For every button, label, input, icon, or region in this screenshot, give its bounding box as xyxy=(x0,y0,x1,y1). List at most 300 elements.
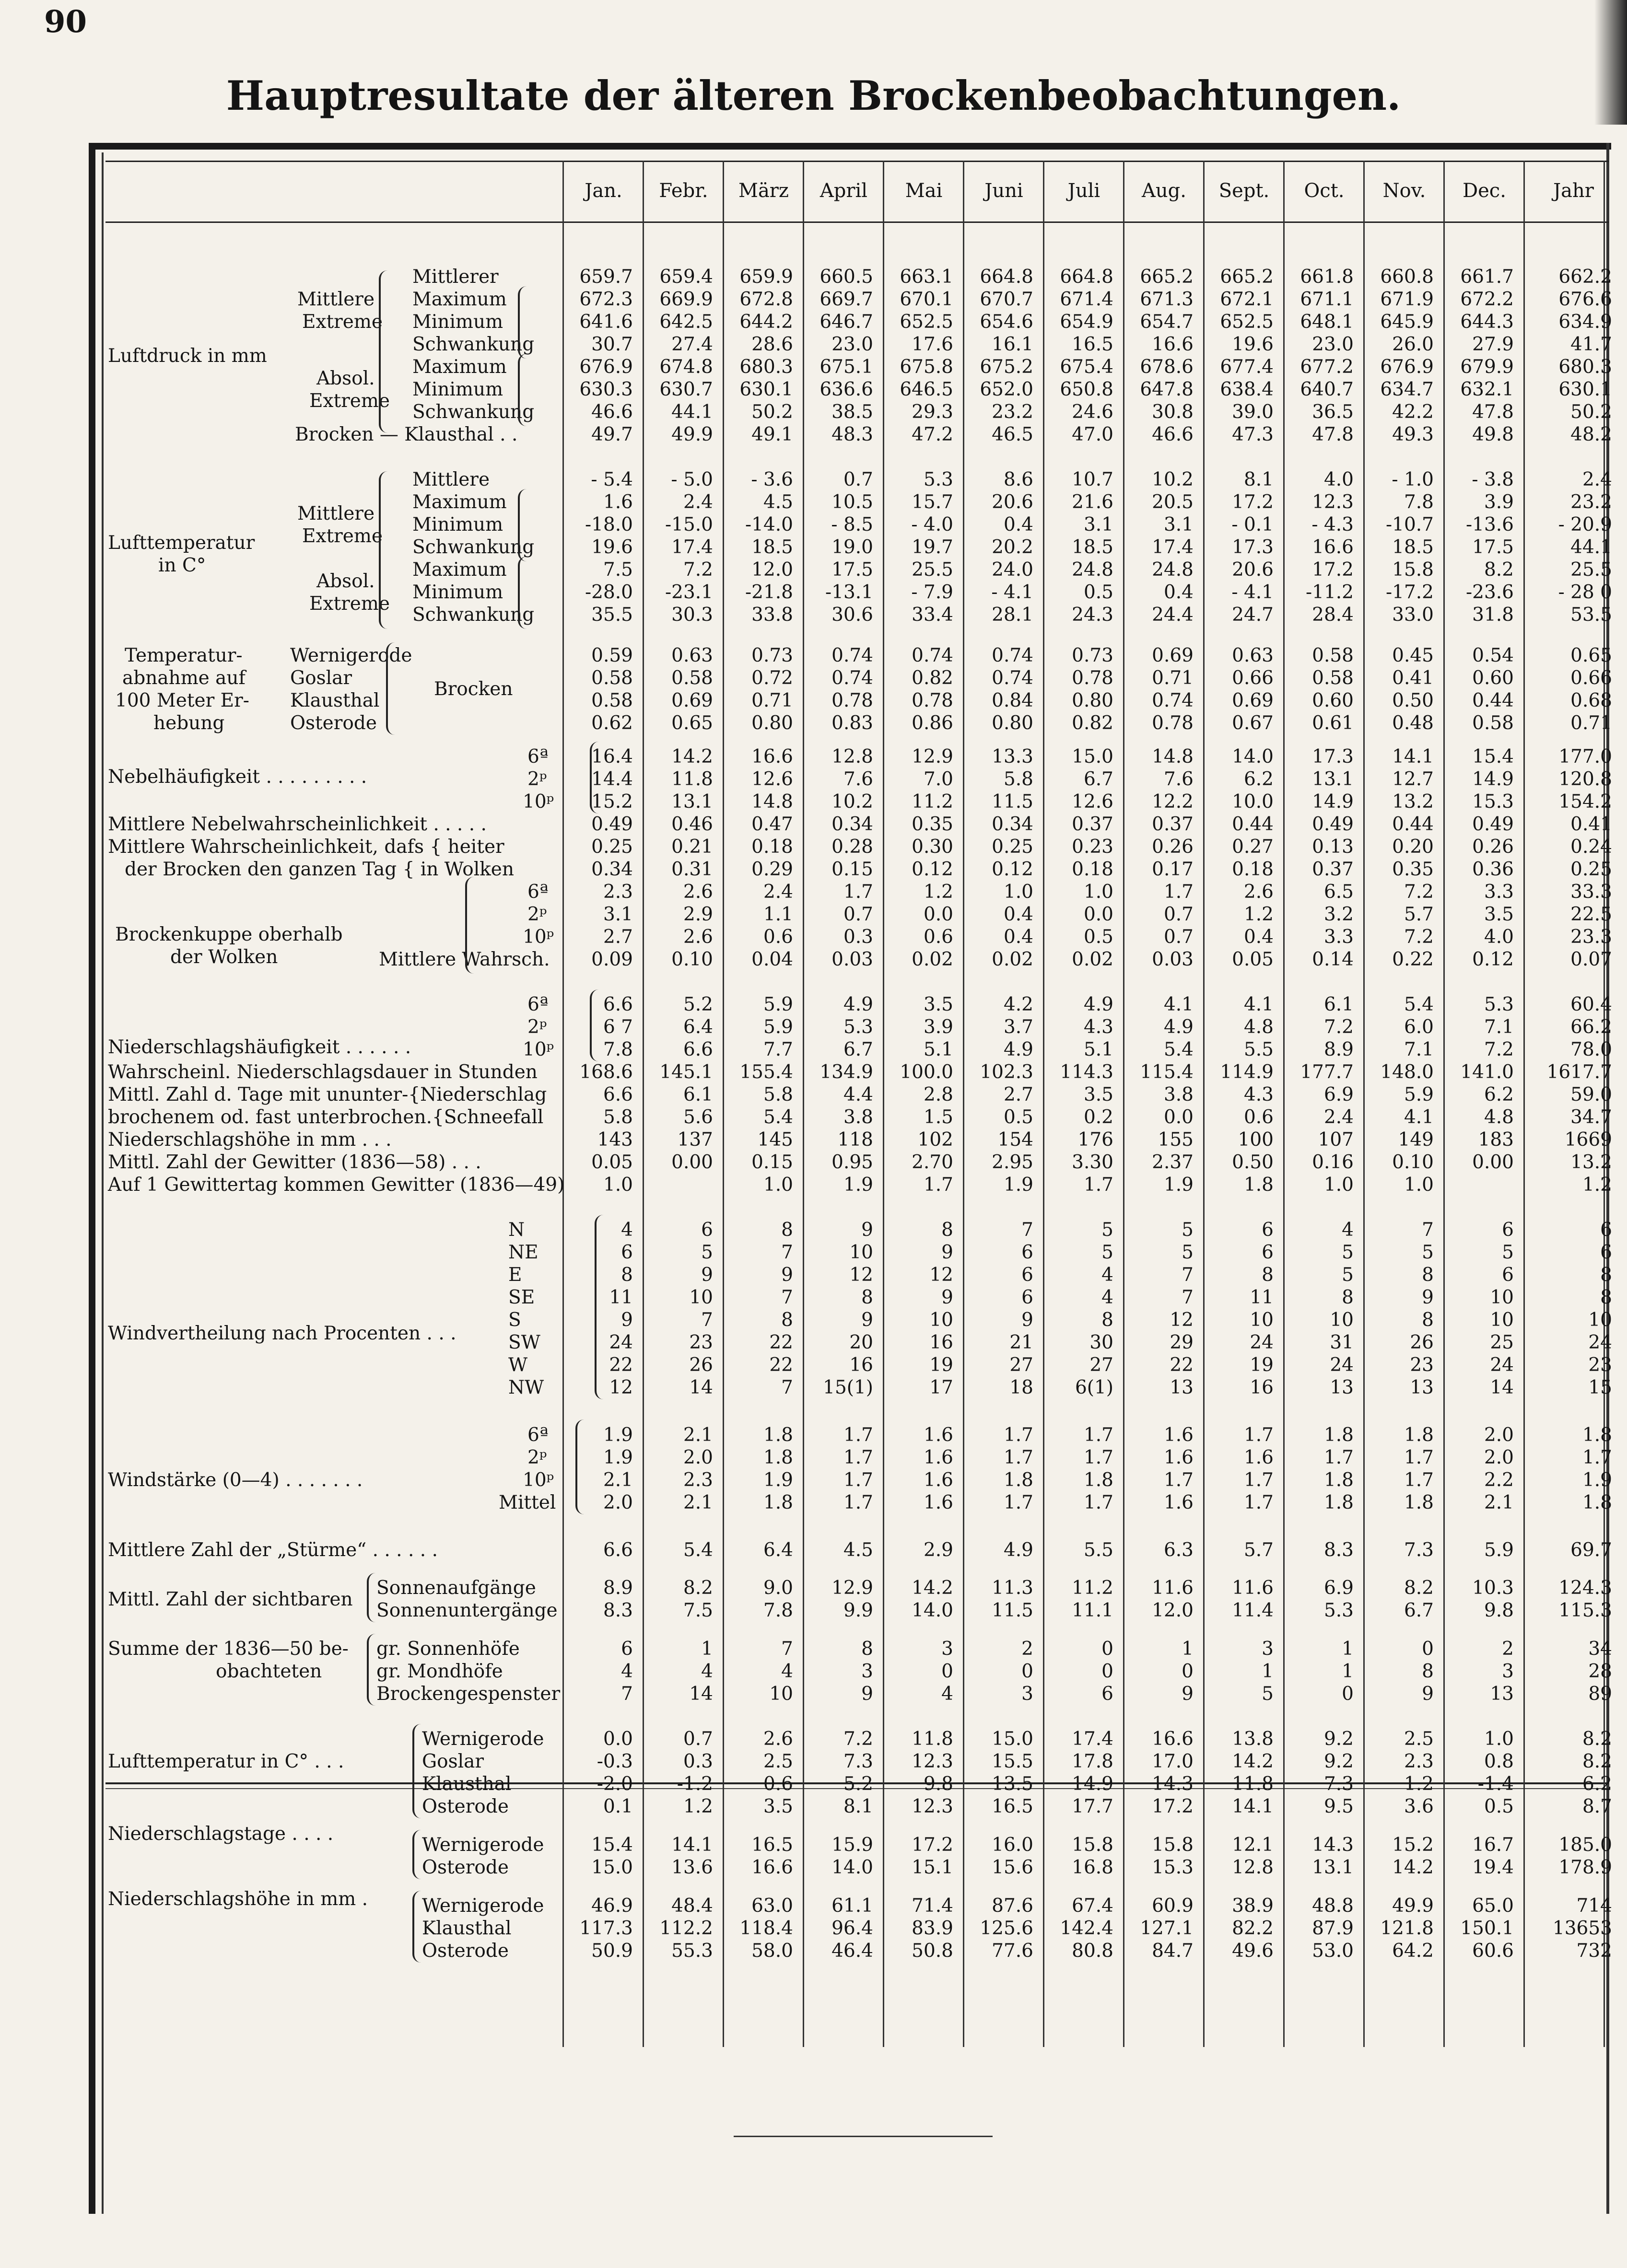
table-cell: 634.7 xyxy=(1380,379,1434,400)
table-cell: 1617.7 xyxy=(1546,1061,1612,1083)
table-cell: 0.69 xyxy=(671,689,713,711)
table-cell: 6.2 xyxy=(1582,1773,1612,1795)
table-cell: 6.4 xyxy=(683,1016,713,1038)
table-cell: 2.4 xyxy=(1582,469,1612,490)
table-row xyxy=(105,814,1612,836)
table-cell: 11.2 xyxy=(912,791,953,813)
table-row xyxy=(105,559,1612,582)
row-label: Minimum xyxy=(412,582,503,603)
row-label: Osterode xyxy=(422,1796,509,1818)
table-cell: 5.4 xyxy=(1163,1039,1194,1061)
table-cell: 12.0 xyxy=(1152,1600,1194,1622)
table-cell: 14.2 xyxy=(1232,1751,1274,1773)
table-cell: 16.6 xyxy=(1312,536,1354,558)
table-row xyxy=(105,1106,1612,1129)
table-cell: 0.73 xyxy=(751,644,793,666)
table-cell: 9 xyxy=(781,1264,793,1286)
table-cell: 676.9 xyxy=(579,356,633,378)
table-cell: 87.6 xyxy=(992,1895,1033,1917)
brace-decoration xyxy=(412,1724,421,1818)
table-row xyxy=(105,1242,1612,1264)
table-frame-top xyxy=(89,143,1611,150)
table-cell: 15.4 xyxy=(1472,746,1514,768)
table-cell: 24 xyxy=(1250,1332,1274,1354)
table-cell: 7.8 xyxy=(1404,491,1434,513)
table-cell: 20.6 xyxy=(992,491,1033,513)
month-header: Jahr xyxy=(1553,180,1594,202)
table-cell: 11.6 xyxy=(1152,1577,1194,1599)
table-cell: 638.4 xyxy=(1220,379,1274,400)
table-cell: 0.0 xyxy=(923,904,953,926)
row-label: Mittl. Zahl der Gewitter (1836—58) . . . xyxy=(108,1151,481,1174)
table-cell: 0.86 xyxy=(912,712,953,734)
table-cell: 0.20 xyxy=(1392,836,1434,858)
table-cell: 23 xyxy=(1410,1354,1434,1376)
table-cell: 10.2 xyxy=(1152,469,1194,490)
table-cell: 11 xyxy=(1250,1287,1274,1309)
row-label: Mittl. Zahl d. Tage mit ununter-{Niederschlag xyxy=(108,1084,547,1106)
table-cell: 645.9 xyxy=(1380,311,1434,333)
table-cell: 89 xyxy=(1588,1683,1612,1705)
table-cell: 8.7 xyxy=(1582,1796,1612,1818)
row-label: W xyxy=(508,1354,528,1376)
table-cell: 680.3 xyxy=(739,356,793,378)
table-row xyxy=(105,859,1612,881)
table-cell: 0.71 xyxy=(1152,667,1194,689)
table-cell: 11.5 xyxy=(992,1600,1033,1622)
table-cell: 5.8 xyxy=(603,1106,633,1128)
table-cell: 6.5 xyxy=(1323,881,1354,903)
table-cell: 1.2 xyxy=(683,1796,713,1818)
table-cell: 10 xyxy=(1588,1309,1612,1331)
table-cell: 10 xyxy=(1490,1309,1514,1331)
table-cell: 67.4 xyxy=(1072,1895,1113,1917)
row-label: Mittlerer xyxy=(412,266,499,288)
table-row xyxy=(105,1638,1612,1661)
table-cell: 22 xyxy=(769,1332,793,1354)
table-row xyxy=(105,1751,1612,1773)
table-cell: 0.05 xyxy=(591,1151,633,1174)
table-cell: 11.6 xyxy=(1232,1577,1274,1599)
table-cell: 16.5 xyxy=(992,1796,1033,1818)
table-cell: 0.21 xyxy=(671,836,713,858)
table-cell: - 7.9 xyxy=(911,582,953,603)
table-cell: 5.4 xyxy=(1404,994,1434,1016)
table-cell: - 4.1 xyxy=(991,582,1033,603)
table-cell: 16.8 xyxy=(1072,1857,1113,1879)
table-cell: 82.2 xyxy=(1232,1918,1274,1940)
table-cell: -23.6 xyxy=(1465,582,1514,603)
table-cell: 2.5 xyxy=(763,1751,793,1773)
table-cell: 100.0 xyxy=(900,1061,953,1083)
table-cell: 11.1 xyxy=(1072,1600,1113,1622)
table-cell: 31.8 xyxy=(1472,604,1514,626)
table-cell: 24 xyxy=(1330,1354,1354,1376)
row-label: 2ᵖ xyxy=(527,904,547,926)
table-cell: 634.9 xyxy=(1558,311,1612,333)
table-cell: 1.9 xyxy=(603,1446,633,1468)
table-row xyxy=(105,1287,1612,1309)
table-cell: 5 xyxy=(1182,1242,1194,1264)
table-cell: 8.2 xyxy=(1404,1577,1434,1599)
row-label: Klausthal xyxy=(290,689,380,711)
table-cell: 674.8 xyxy=(659,356,713,378)
table-cell: 652.0 xyxy=(980,379,1033,400)
table-cell: 14.8 xyxy=(1152,746,1194,768)
table-cell: 143 xyxy=(597,1129,633,1151)
table-cell: 9 xyxy=(941,1242,953,1264)
table-row xyxy=(105,667,1612,690)
table-cell: 5 xyxy=(1101,1242,1113,1264)
table-cell: 0.4 xyxy=(1003,926,1033,948)
table-cell: 1.7 xyxy=(1083,1174,1113,1196)
table-cell: 1 xyxy=(701,1638,713,1660)
table-cell: 16.0 xyxy=(992,1834,1033,1856)
table-cell: 0.03 xyxy=(1152,949,1194,971)
table-cell: 6.1 xyxy=(683,1084,713,1106)
table-cell: 16.5 xyxy=(1072,334,1113,355)
table-cell: 14.0 xyxy=(1232,746,1274,768)
table-cell: 0.10 xyxy=(1392,1151,1434,1174)
table-cell: 19.6 xyxy=(591,536,633,558)
table-cell: 9.5 xyxy=(1323,1796,1354,1818)
group-label: Mittlere xyxy=(297,289,375,310)
table-cell: 641.6 xyxy=(579,311,633,333)
table-cell: -28.0 xyxy=(585,582,633,603)
table-cell: 1.6 xyxy=(1243,1446,1274,1468)
table-cell: 61.1 xyxy=(831,1895,873,1917)
table-cell: 47.2 xyxy=(912,424,953,445)
table-cell: 30.8 xyxy=(1152,401,1194,423)
table-cell: 177.0 xyxy=(1558,746,1612,768)
row-label: Mittlere Zahl der „Stürme“ . . . . . . xyxy=(108,1539,438,1561)
table-cell: 9.8 xyxy=(1484,1600,1514,1622)
page-number: 90 xyxy=(44,4,87,40)
table-cell: 0.48 xyxy=(1392,712,1434,734)
table-cell: 0.2 xyxy=(1083,1106,1113,1128)
table-row xyxy=(105,604,1612,627)
table-cell: 24.8 xyxy=(1072,559,1113,581)
table-cell: 0.44 xyxy=(1392,814,1434,836)
row-label: Osterode xyxy=(422,1940,509,1962)
table-cell: 24.3 xyxy=(1072,604,1113,626)
table-cell: 5.9 xyxy=(763,994,793,1016)
table-cell: 8 xyxy=(781,1219,793,1241)
table-cell: 5.3 xyxy=(923,469,953,490)
table-cell: 19 xyxy=(1250,1354,1274,1376)
table-cell: 22.5 xyxy=(1570,904,1612,926)
table-cell: 80.8 xyxy=(1072,1940,1113,1962)
table-cell: 24.0 xyxy=(992,559,1033,581)
table-cell: 13.3 xyxy=(992,746,1033,768)
row-label: Mittlere Nebelwahrscheinlichkeit . . . . . xyxy=(108,814,487,836)
table-cell: 8 xyxy=(1600,1287,1612,1309)
table-cell: - 28 0 xyxy=(1558,582,1612,603)
table-cell: 55.3 xyxy=(671,1940,713,1962)
table-cell: 2.3 xyxy=(603,881,633,903)
table-cell: 8 xyxy=(1342,1287,1354,1309)
table-cell: 0.14 xyxy=(1312,949,1354,971)
table-cell: 3.5 xyxy=(1484,904,1514,926)
table-cell: 60.4 xyxy=(1570,994,1612,1016)
table-cell: 9.8 xyxy=(923,1773,953,1795)
table-cell: 18.5 xyxy=(751,536,793,558)
table-cell: 6 xyxy=(1021,1264,1033,1286)
table-cell: 14.3 xyxy=(1312,1834,1354,1856)
table-cell: 26.0 xyxy=(1392,334,1434,355)
brace-decoration xyxy=(518,489,527,561)
table-cell: 12.9 xyxy=(831,1577,873,1599)
table-cell: 168.6 xyxy=(579,1061,633,1083)
table-cell: 5.9 xyxy=(1404,1084,1434,1106)
table-cell: 1.5 xyxy=(923,1106,953,1128)
group-label: Extreme xyxy=(309,593,390,615)
table-cell: 2.37 xyxy=(1152,1151,1194,1174)
table-cell: 652.5 xyxy=(1220,311,1274,333)
table-cell: 48.4 xyxy=(671,1895,713,1917)
brace-decoration xyxy=(595,1215,603,1399)
table-cell: 46.4 xyxy=(831,1940,873,1962)
table-row xyxy=(105,514,1612,536)
table-cell: 19.4 xyxy=(1472,1857,1514,1879)
table-cell: 6 xyxy=(1600,1242,1612,1264)
table-cell: 19.0 xyxy=(831,536,873,558)
group-label: Luftdruck in mm xyxy=(108,345,267,367)
table-cell: 134.9 xyxy=(819,1061,873,1083)
table-cell: 19.6 xyxy=(1232,334,1274,355)
table-cell: 3.5 xyxy=(923,994,953,1016)
table-cell: 3 xyxy=(861,1661,873,1683)
row-label: Maximum xyxy=(412,289,507,310)
table-cell: 15.8 xyxy=(1072,1834,1113,1856)
table-cell: 46.9 xyxy=(591,1895,633,1917)
table-cell: 17.3 xyxy=(1232,536,1274,558)
table-cell: 15.0 xyxy=(1072,746,1113,768)
table-cell: 0.7 xyxy=(683,1728,713,1750)
table-cell: 112.2 xyxy=(659,1918,713,1940)
table-row xyxy=(105,1061,1612,1084)
row-label: Goslar xyxy=(290,667,352,689)
table-row xyxy=(105,266,1612,289)
table-cell: 12 xyxy=(1170,1309,1194,1331)
table-cell: 0.31 xyxy=(671,859,713,881)
table-cell: 669.7 xyxy=(819,289,873,310)
table-cell: 24 xyxy=(609,1332,633,1354)
table-cell: 0.25 xyxy=(591,836,633,858)
table-cell: 2.8 xyxy=(923,1084,953,1106)
table-cell: 34.7 xyxy=(1570,1106,1612,1128)
table-cell: 4 xyxy=(941,1683,953,1705)
table-cell: 5.7 xyxy=(1243,1539,1274,1561)
table-cell: 13 xyxy=(1330,1377,1354,1399)
table-cell: 0.44 xyxy=(1232,814,1274,836)
table-cell: 17.4 xyxy=(671,536,713,558)
table-cell: 34 xyxy=(1588,1638,1612,1660)
month-header: April xyxy=(819,180,868,202)
table-cell: 33.8 xyxy=(751,604,793,626)
table-cell: 16 xyxy=(929,1332,953,1354)
table-cell: 1.7 xyxy=(1243,1469,1274,1491)
table-cell: 12.6 xyxy=(1072,791,1113,813)
table-cell: 30.6 xyxy=(831,604,873,626)
table-cell: 2.3 xyxy=(1404,1751,1434,1773)
table-cell: 6.9 xyxy=(1323,1577,1354,1599)
table-cell: 3 xyxy=(941,1638,953,1660)
table-cell: 8 xyxy=(1422,1264,1434,1286)
row-label: Maximum xyxy=(412,491,507,513)
table-row xyxy=(105,1857,1612,1879)
table-cell: 60.9 xyxy=(1152,1895,1194,1917)
table-cell: 33.3 xyxy=(1570,881,1612,903)
table-cell: 7.2 xyxy=(1484,1039,1514,1061)
row-label: Auf 1 Gewittertag kommen Gewitter (1836—49) xyxy=(108,1174,565,1196)
table-cell: 1.9 xyxy=(603,1424,633,1446)
table-cell: 9 xyxy=(1021,1309,1033,1331)
row-label: Goslar xyxy=(422,1751,484,1773)
table-cell: 4.3 xyxy=(1083,1016,1113,1038)
table-cell: 145 xyxy=(757,1129,793,1151)
table-cell: 24.7 xyxy=(1232,604,1274,626)
table-cell: 1.8 xyxy=(763,1491,793,1513)
table-cell: 4.0 xyxy=(1484,926,1514,948)
table-cell: 0.29 xyxy=(751,859,793,881)
table-cell: 20 xyxy=(849,1332,873,1354)
table-cell: 46.6 xyxy=(591,401,633,423)
table-cell: 10 xyxy=(1250,1309,1274,1331)
row-label: 6ª xyxy=(527,994,549,1016)
table-cell: 2.6 xyxy=(683,926,713,948)
table-row xyxy=(105,1039,1612,1061)
row-label: N xyxy=(508,1219,525,1241)
table-cell: 10 xyxy=(849,1242,873,1264)
results-table xyxy=(105,161,1612,2054)
table-cell: 12 xyxy=(929,1264,953,1286)
table-cell: 23.0 xyxy=(1312,334,1354,355)
table-cell: 1.6 xyxy=(1163,1424,1194,1446)
table-cell: -14.0 xyxy=(745,514,793,535)
table-cell: 10.7 xyxy=(1072,469,1113,490)
table-cell: 118.4 xyxy=(739,1918,793,1940)
table-cell: 9.9 xyxy=(843,1600,873,1622)
table-cell: 4 xyxy=(1101,1264,1113,1286)
table-cell: 7 xyxy=(1422,1219,1434,1241)
table-cell: 2.4 xyxy=(683,491,713,513)
table-cell: 1.8 xyxy=(763,1424,793,1446)
brace-decoration xyxy=(379,270,387,432)
table-cell: 38.5 xyxy=(831,401,873,423)
table-row xyxy=(105,1332,1612,1354)
table-cell: 33.4 xyxy=(912,604,953,626)
table-cell: - 5.0 xyxy=(671,469,713,490)
table-cell: 20.5 xyxy=(1152,491,1194,513)
table-cell: 27.4 xyxy=(671,334,713,355)
table-cell: 0.5 xyxy=(1083,926,1113,948)
table-cell: 64.2 xyxy=(1392,1940,1434,1962)
row-label: 2ᵖ xyxy=(527,1446,547,1468)
table-cell: - 8.5 xyxy=(831,514,873,535)
table-cell: 6.6 xyxy=(603,1084,633,1106)
row-label: 2ᵖ xyxy=(527,1016,547,1038)
table-cell: 3.8 xyxy=(1163,1084,1194,1106)
table-row xyxy=(105,712,1612,735)
table-cell: 6.7 xyxy=(1083,768,1113,791)
table-cell: 1 xyxy=(1262,1661,1274,1683)
table-cell: 4.0 xyxy=(1323,469,1354,490)
table-cell: 15.3 xyxy=(1152,1857,1194,1879)
table-cell: 630.7 xyxy=(659,379,713,400)
table-cell: 2.5 xyxy=(1404,1728,1434,1750)
table-cell: 1.8 xyxy=(763,1446,793,1468)
table-cell: 677.2 xyxy=(1300,356,1354,378)
table-cell: 10 xyxy=(929,1309,953,1331)
table-cell: - 1.0 xyxy=(1392,469,1434,490)
table-cell: 0.60 xyxy=(1472,667,1514,689)
row-label: Klausthal xyxy=(422,1918,512,1940)
table-cell: 26 xyxy=(1410,1332,1434,1354)
table-cell: 77.6 xyxy=(992,1940,1033,1962)
table-cell: 14.9 xyxy=(1472,768,1514,791)
row-label: 6ª xyxy=(527,881,549,903)
table-cell: 1.7 xyxy=(1243,1491,1274,1513)
table-cell: 24.8 xyxy=(1152,559,1194,581)
table-cell: 78.0 xyxy=(1570,1039,1612,1061)
table-cell: 13.1 xyxy=(1312,768,1354,791)
group-label: in C° xyxy=(158,554,206,576)
table-cell: 0.02 xyxy=(992,949,1033,971)
table-cell: 1.7 xyxy=(1083,1446,1113,1468)
table-cell: 1.2 xyxy=(1582,1174,1612,1196)
table-cell: 0.49 xyxy=(1472,814,1514,836)
table-cell: 28 xyxy=(1588,1661,1612,1683)
table-cell: 3.1 xyxy=(1163,514,1194,535)
table-row xyxy=(105,536,1612,559)
table-cell: 2.6 xyxy=(1243,881,1274,903)
table-cell: 3.9 xyxy=(923,1016,953,1038)
table-cell: 4 xyxy=(621,1661,633,1683)
month-header: Jan. xyxy=(585,180,622,202)
table-cell: 49.9 xyxy=(671,424,713,445)
table-cell: 1.8 xyxy=(1243,1174,1274,1196)
table-cell: 0.84 xyxy=(992,689,1033,711)
table-cell: 0.44 xyxy=(1472,689,1514,711)
table-cell: 14.1 xyxy=(671,1834,713,1856)
table-cell: 1.8 xyxy=(1404,1491,1434,1513)
table-cell: 675.2 xyxy=(980,356,1033,378)
table-cell: 1669 xyxy=(1564,1129,1612,1151)
table-cell: -13.1 xyxy=(825,582,873,603)
table-cell: 15.1 xyxy=(912,1857,953,1879)
table-row xyxy=(105,379,1612,401)
row-label: 6ª xyxy=(527,746,549,768)
table-row xyxy=(105,1895,1612,1918)
brace-decoration xyxy=(412,1891,421,1963)
table-cell: 2.3 xyxy=(683,1469,713,1491)
table-cell: 8 xyxy=(1101,1309,1113,1331)
table-cell: 11.8 xyxy=(671,768,713,791)
table-cell: 0.73 xyxy=(1072,644,1113,666)
table-cell: 11.2 xyxy=(1072,1577,1113,1599)
table-cell: 17.2 xyxy=(1312,559,1354,581)
table-cell: 7.5 xyxy=(683,1600,713,1622)
table-cell: 9 xyxy=(861,1219,873,1241)
table-cell: 48.2 xyxy=(1570,424,1612,445)
group-label: Absol. xyxy=(316,570,375,592)
row-label: Minimum xyxy=(412,514,503,535)
table-cell: 30 xyxy=(1089,1332,1113,1354)
table-cell: 47.0 xyxy=(1072,424,1113,445)
table-cell: 7 xyxy=(1182,1287,1194,1309)
table-cell: 21 xyxy=(1009,1332,1033,1354)
